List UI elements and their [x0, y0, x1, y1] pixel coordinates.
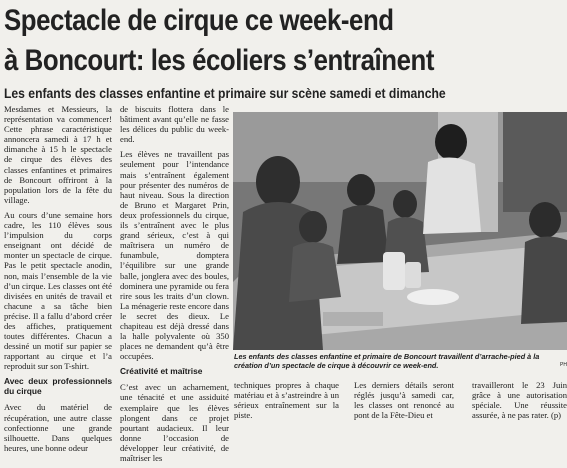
article-paragraph: C’est avec un acharnement, une ténacité et une assiduité exemplaire que les élèves plongent dans ce projet pourtant audacieux. Il leur donne l’occasion de développer leur créativité, de maîtriser les: [120, 382, 229, 463]
article-paragraph: de biscuits flottera dans le bâtiment avant qu’elle ne fasse les délices du public du week-end.: [120, 104, 229, 145]
article-column-1: [4, 104, 112, 458]
article-column-2: [120, 104, 229, 468]
article-paragraph: Au cours d’une semaine hors cadre, les 110 élèves sous l’impulsion du corps enseignant ont décidé de monter un spectacle de cirque. Pas le petit spectacle anodin, non, mais l’ensemble de la vie d’un cirque. Les classes ont été divisées en unités de travail et chacune a sa tâche bien précise. Il a fallu d’abord créer des affiches, pratiquement toutes différentes. Chacun a dessiné un motif sur papier se rapportant au cirque et l’a reproduit sur son T-shirt.: [4, 209, 112, 372]
article-column-3: [234, 380, 339, 425]
subheadline: Les enfants des classes enfantine et primaire sur scène samedi et dimanche: [4, 86, 446, 101]
article-column-5: [472, 380, 567, 425]
article-paragraph: Les derniers détails seront réglés jusqu’à samedi car, les classes ont renoncé au pont de la Fête-Dieu et: [354, 380, 454, 421]
article-paragraph: Avec du matériel de récupération, une autre classe confectionne une grande silhouette. Dans quelques heures, une bonne odeur: [4, 402, 112, 453]
headline-line-1: Spectacle de cirque ce week-end: [4, 4, 394, 37]
article-paragraph: Mesdames et Messieurs, la représentation va commencer! Cette phrase caractéristique annoncera samedi à 17 h et dimanche à 15 h le spectacle de cirque des élèves des classes enfantines et primaires de Boncourt offriront à la population lors de la fête du village.: [4, 104, 112, 205]
section-subhead: Avec deux professionnels du cirque: [4, 376, 112, 397]
photo-caption: [234, 352, 567, 370]
article-column-4: [354, 380, 454, 425]
photo-illustration: [233, 112, 567, 350]
headline-line-2: à Boncourt: les écoliers s’entraînent: [4, 44, 434, 77]
article-paragraph: techniques propres à chaque matériau et à s’astreindre à un sérieux entraînement sur la piste.: [234, 380, 339, 421]
photo-credit: PH: [560, 362, 567, 368]
section-subhead: Créativité et maîtrise: [120, 366, 203, 377]
photo-caption-text: Les enfants des classes enfantine et primaire de Boncourt travaillent d’arrache-pied à la création d’un spectacle de cirque à découvrir ce week-end.: [234, 352, 540, 370]
article-paragraph: travailleront le 23 Juin grâce à une autorisation spéciale. Une réussite assurée, à ne pas rater. (p): [472, 380, 567, 421]
article-photo: [233, 112, 567, 350]
article-paragraph: Les élèves ne travaillent pas seulement pour l’intendance mais s’entraînent également pour présenter des numéros de haut niveau. Sous la direction de Bruno et Margaret Prin, deux professionnels du cirque, ils s’entraînent avec le plus grand sérieux, c’est à qui maîtrisera un numéro de funambule, domptera l’équilibre sur une grande balle, jonglera avec des boules, dominera une pyramide ou fera rire sous les traits d’un clown. La ménagerie reste encore dans le secret des dieux. Le chapiteau est déjà dressé dans la halle polyvalente où 350 places ne demandent qu’à être occupées.: [120, 149, 229, 362]
